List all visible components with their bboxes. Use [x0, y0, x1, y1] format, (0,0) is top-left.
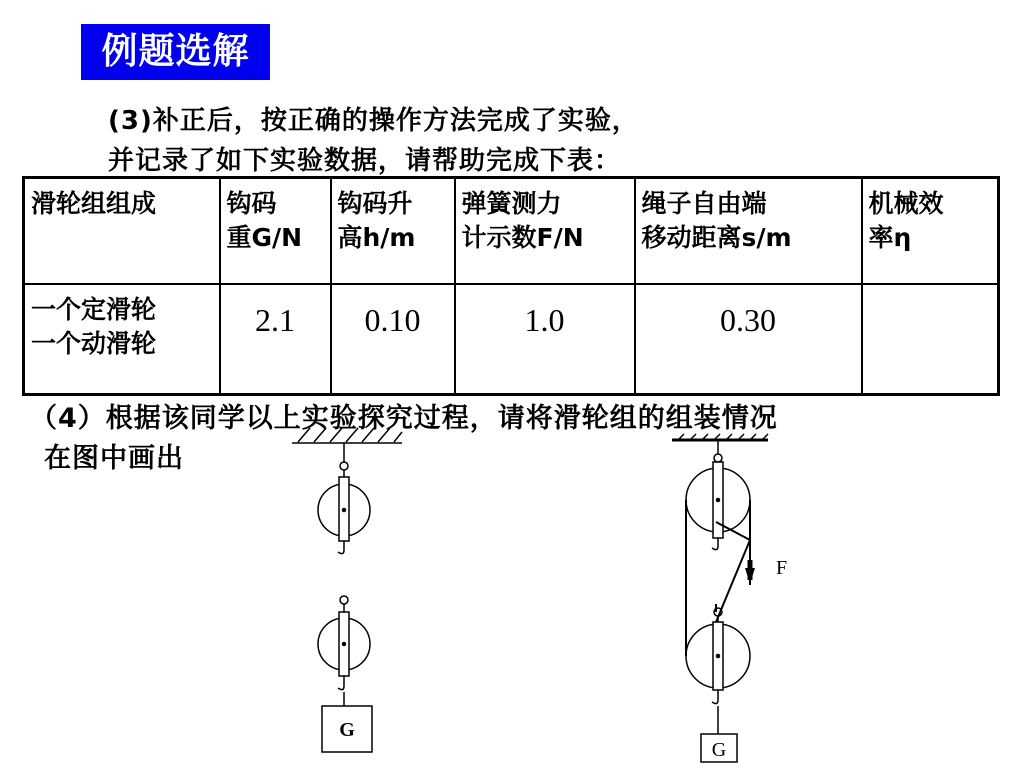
header-force-line1: 弹簧测力: [461, 189, 562, 218]
question4-line1: （4）根据该同学以上实验探究过程，请将滑轮组的组装情况: [30, 403, 778, 434]
cell-weight: 2.1: [220, 284, 331, 395]
force-label: F: [776, 557, 788, 579]
composition-line1: 一个定滑轮: [31, 295, 157, 324]
header-composition-text: 滑轮组组成: [31, 189, 157, 218]
header-efficiency-line1: 机械效: [868, 189, 944, 218]
right-movable-pulley: [686, 608, 750, 734]
header-force-line2: 计示数F/N: [461, 223, 584, 252]
question3-line1: (3)补正后，按正确的操作方法完成了实验，: [108, 106, 639, 136]
left-weight-label: G: [339, 719, 355, 741]
header-height-line2: 高h/m: [337, 223, 416, 252]
composition-line2: 一个动滑轮: [31, 329, 157, 358]
header-weight-line2: 重G/N: [226, 223, 303, 252]
force-arrow: [745, 560, 755, 584]
left-fixed-pulley: [318, 477, 370, 541]
cell-height: 0.10: [331, 284, 455, 395]
header-distance-line1: 绳子自由端: [641, 189, 767, 218]
page-title: 例题选解: [81, 24, 270, 80]
right-pulley-diagram: [672, 434, 768, 762]
cell-distance: 0.30: [635, 284, 862, 395]
question4-line2: 在图中画出: [44, 443, 184, 474]
header-height-line1: 钩码升: [337, 189, 413, 218]
right-fixed-pulley: [686, 462, 750, 538]
question3-line2: 并记录了如下实验数据，请帮助完成下表：: [108, 146, 622, 176]
left-pulley-diagram: [292, 428, 402, 752]
right-ceiling: [672, 434, 768, 440]
left-ceiling: [292, 428, 402, 443]
right-weight-label: G: [711, 739, 727, 761]
header-weight-line1: 钩码: [226, 189, 277, 218]
header-efficiency-line2: 率η: [868, 223, 912, 252]
header-distance-line2: 移动距离s/m: [641, 223, 792, 252]
left-movable-pulley: [318, 596, 370, 706]
cell-force: 1.0: [455, 284, 635, 395]
